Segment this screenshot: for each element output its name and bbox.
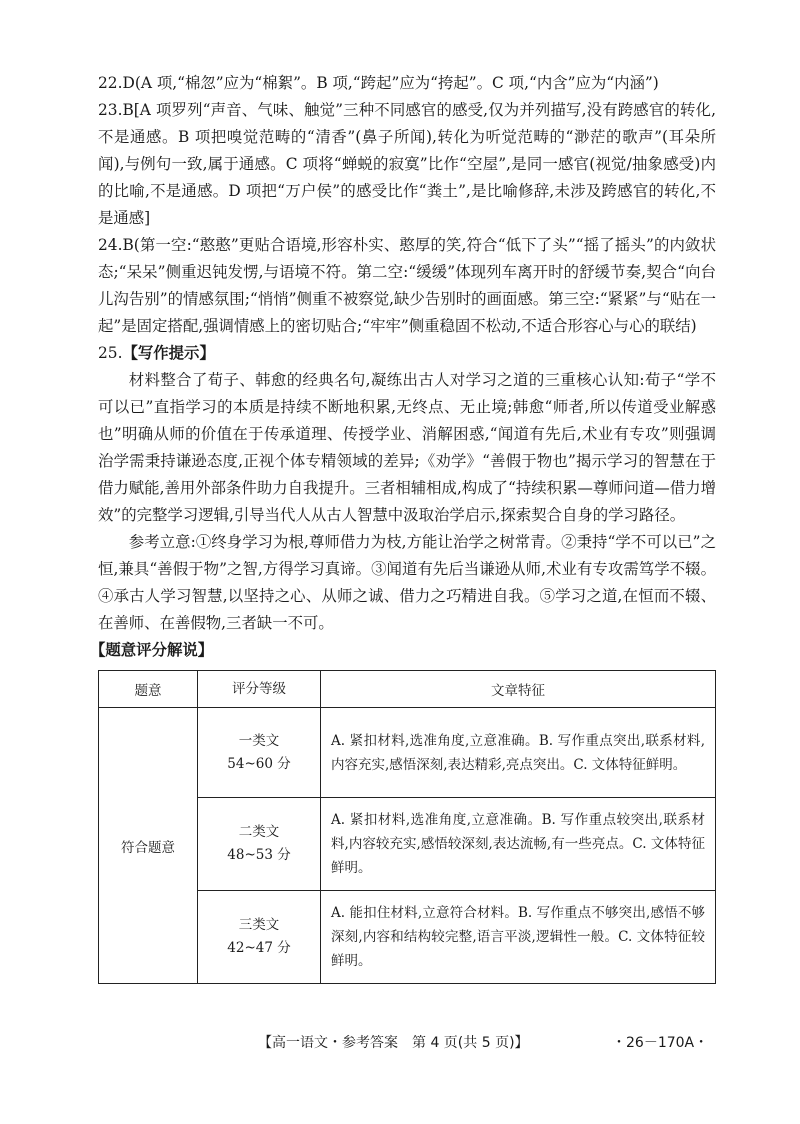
grade-range: 54~60 分 — [227, 755, 291, 772]
question-24 — [98, 232, 716, 340]
grade-name: 一类文 — [238, 732, 280, 749]
question-25-heading — [98, 340, 716, 367]
reference-theses-paragraph: 参考立意:①终身学习为根,尊师借力为枝,方能让治学之树常青。②秉持“学不可以已”之恒,兼具“善假于物”之智,方得学习真谛。③闻道有先后当谦逊从师,术业有专攻需笃学不辍。④承古人学习智慧,以坚持之心、从师之诚、借力之巧精进自我。⑤学习之道,在恒而不辍、在善师、在善假物,三者缺一不可。 — [98, 533, 716, 632]
answer-page — [90, 70, 716, 984]
question-number: 25. — [98, 344, 123, 362]
question-number: 24. — [98, 236, 123, 254]
grade-name: 三类文 — [238, 917, 280, 933]
features-cell: A. 紧扣材料,选准角度,立意准确。B. 写作重点突出,联系材料,内容充实,感悟深刻,表达精彩,亮点突出。C. 文体特征鲜明。 — [321, 708, 716, 798]
question-23 — [98, 97, 716, 232]
header-features: 文章特征 — [321, 671, 716, 708]
question-answer-text: D(A 项,“棉忽”应为“棉絮”。B 项,“跨起”应为“挎起”。C 项,“内含”应为“内涵”) — [122, 74, 659, 92]
category-cell: 符合题意 — [99, 708, 198, 984]
grade-range: 48~53 分 — [227, 847, 291, 863]
footer-code: ・26－170A・ — [612, 1035, 709, 1051]
grade-range: 42~47 分 — [227, 940, 291, 956]
scoring-explanation-title: 【题意评分解说】 — [90, 641, 214, 659]
grade-cell — [198, 891, 321, 984]
scoring-table — [98, 670, 716, 984]
grade-name: 二类文 — [238, 824, 280, 840]
writing-tips-paragraph: 材料整合了荀子、韩愈的经典名句,凝练出古人对学习之道的三重核心认知:荀子“学不可以已”直指学习的本质是持续不断地积累,无终点、无止境;韩愈“师者,所以传道受业解惑也”明确从师的价值在于传承道理、传授学业、消解困惑,“闻道有先后,术业有专攻”则强调治学需秉持谦逊态度,正视个体专精领域的差异;《劝学》“善假于物也”揭示学习的智慧在于借力赋能,善用外部条件助力自我提升。三者相辅相成,构成了“持续积累—尊师问道—借力增效”的完整学习逻辑,引导当代人从古人智慧中汲取治学启示,探索契合自身的学习路径。 — [98, 371, 716, 524]
header-grade: 评分等级 — [198, 671, 321, 708]
question-22 — [98, 70, 716, 97]
question-answer-text: B(第一空:“憨憨”更贴合语境,形容朴实、憨厚的笑,符合“低下了头”“摇了摇头”的内敛状态;“呆呆”侧重迟钝发愣,与语境不符。第二空:“缓缓”体现列车离开时的舒缓节奏,契合“向台儿沟告别”的情感氛围;“悄悄”侧重不被察觉,缺少告别时的画面感。第三空:“紧紧”与“贴在一起”是固定搭配,强调情感上的密切贴合;“牢牢”侧重稳固不松动,不适合形容心与心的联结) — [98, 236, 716, 335]
footer-page-info: 【高一语文・参考答案 第 4 页(共 5 页)】 — [258, 1035, 529, 1051]
features-cell: A. 紧扣材料,选准角度,立意准确。B. 写作重点较突出,联系材料,内容较充实,感悟较深刻,表达流畅,有一些亮点。C. 文体特征鲜明。 — [321, 798, 716, 891]
writing-tips-title: 【写作提示】 — [122, 344, 215, 362]
header-topic: 题意 — [99, 671, 198, 708]
question-number: 22. — [98, 74, 123, 92]
table-header-row — [99, 671, 716, 708]
table-row — [99, 708, 716, 798]
question-answer-text: B[A 项罗列“声音、气味、触觉”三种不同感官的感受,仅为并列描写,没有跨感官的转化,不是通感。B 项把嗅觉范畴的“清香”(鼻子所闻),转化为听觉范畴的“渺茫的歌声”(耳朵所闻),与例句一致,属于通感。C 项将“蝉蜕的寂寞”比作“空屋”,是同一感官(视觉/抽象感受)内的比喻,不是通感。D 项把“万户侯”的感受比作“粪土”,是比喻修辞,未涉及跨感官的转化,不是通感] — [98, 101, 716, 227]
grade-cell — [198, 798, 321, 891]
question-number: 23. — [98, 101, 123, 119]
features-cell: A. 能扣住材料,立意符合材料。B. 写作重点不够突出,感悟不够深刻,内容和结构较完整,语言平淡,逻辑性一般。C. 文体特征较鲜明。 — [321, 891, 716, 984]
grade-cell — [198, 708, 321, 798]
